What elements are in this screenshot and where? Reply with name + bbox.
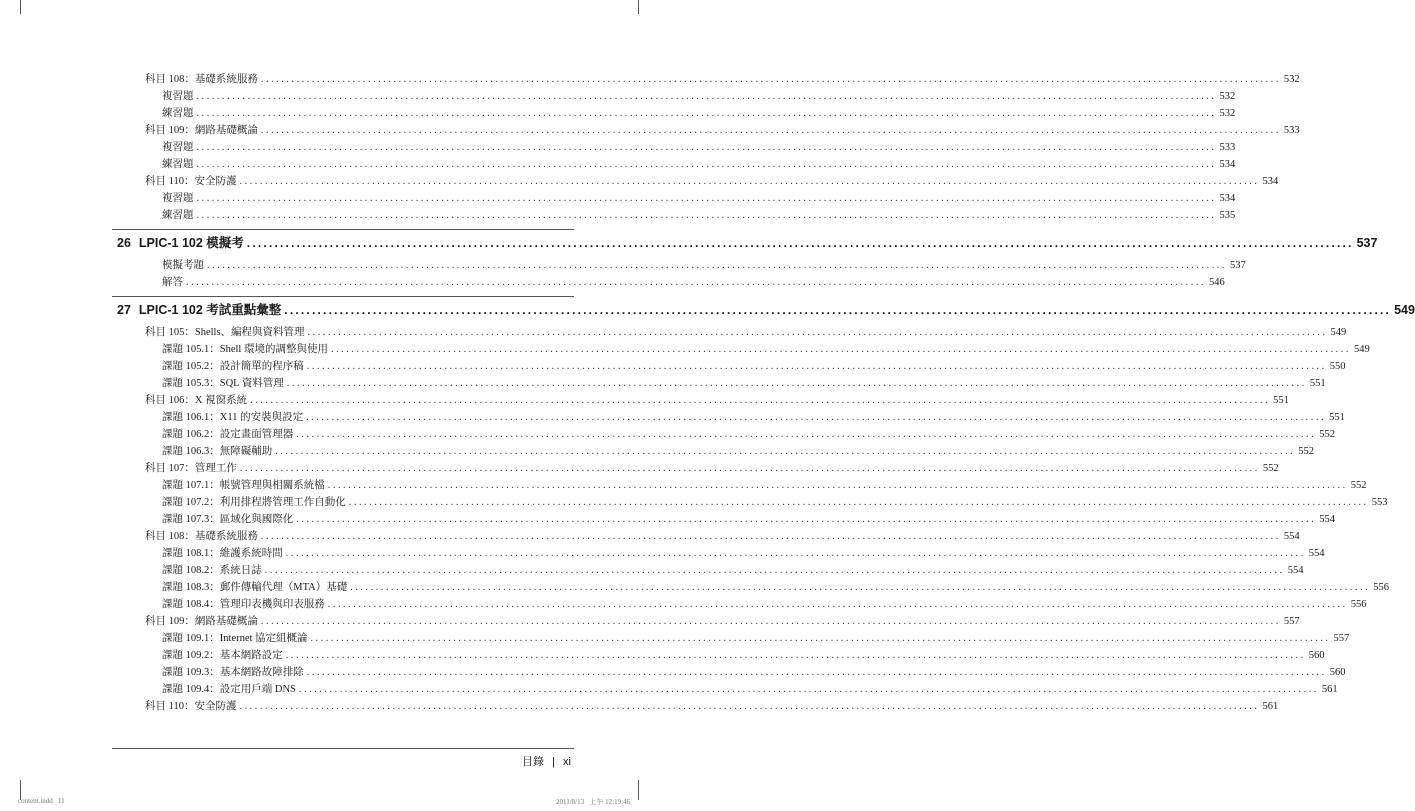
toc-item-entry[interactable] (162, 445, 1314, 459)
footer-page-number: xi (562, 756, 571, 768)
entry-title: 課題 105.1：Shell 環境的調整與使用 (162, 344, 328, 355)
entry-title: 課題 105.3：SQL 資料管理 (162, 378, 284, 389)
toc-item-entry[interactable] (162, 666, 1346, 680)
dot-leader: ........................................................................................................................................................................................................ (306, 667, 1327, 678)
entry-page-number: 552 (1350, 480, 1367, 491)
entry-title: 科目 108：基礎系統服務 (145, 74, 258, 85)
entry-title: 課題 106.2：設定畫面管理器 (162, 429, 294, 440)
toc-chapter-entry[interactable] (117, 235, 1378, 251)
entry-title: 科目 109：網路基礎概論 (145, 125, 258, 136)
entry-title: 練習題 (162, 108, 194, 119)
dot-leader: ........................................................................................................................................................................................................ (260, 616, 1281, 627)
dot-leader: ........................................................................................................................................................................................................ (196, 193, 1217, 204)
toc-item-entry[interactable] (162, 683, 1338, 697)
entry-title: 複習題 (162, 91, 194, 102)
dot-leader: ........................................................................................................................................................................................................ (285, 548, 1306, 559)
dot-leader: ........................................................................................................................................................................................................ (327, 599, 1348, 610)
toc-item-entry[interactable] (162, 564, 1304, 578)
toc-item-entry[interactable] (162, 209, 1236, 223)
entry-page-number: 560 (1329, 667, 1346, 678)
entry-page-number: 537 (1356, 236, 1378, 250)
footer-separator: | (552, 756, 555, 768)
entry-title: 練習題 (162, 159, 194, 170)
entry-page-number: 561 (1321, 684, 1338, 695)
slug-timestamp: 2011/8/13 上午 12:19:46 (556, 798, 631, 806)
dot-leader: ........................................................................................................................................................................................................ (239, 463, 1260, 474)
entry-title: 課題 107.1：帳號管理與相關系統檔 (162, 480, 325, 491)
dot-leader: ........................................................................................................................................................................................................ (260, 125, 1281, 136)
entry-title: 課題 108.1：維護系統時間 (162, 548, 283, 559)
entry-page-number: 552 (1298, 446, 1314, 457)
toc-section-entry[interactable] (145, 462, 1279, 476)
entry-page-number: 556 (1350, 599, 1367, 610)
entry-title: 課題 105.2：設計簡單的程序稿 (162, 361, 304, 372)
entry-title: 課題 107.3：區域化與國際化 (162, 514, 294, 525)
dot-leader: ........................................................................................................................................................................................................ (296, 429, 1317, 440)
toc-section-entry[interactable] (145, 615, 1300, 629)
entry-title: 模擬考題 (162, 260, 204, 271)
toc-item-entry[interactable] (162, 192, 1236, 206)
entry-page-number: 534 (1219, 193, 1236, 204)
dot-leader: ........................................................................................................................................................................................................ (260, 74, 1281, 85)
dot-leader: ........................................................................................................................................................................................................ (250, 395, 1271, 406)
chapter-number: 26 (117, 236, 131, 250)
entry-page-number: 532 (1283, 74, 1300, 85)
entry-page-number: 554 (1287, 565, 1304, 576)
entry-title: 複習題 (162, 142, 194, 153)
toc-item-entry[interactable] (162, 428, 1335, 442)
toc-item-entry[interactable] (162, 581, 1389, 595)
toc-item-entry[interactable] (162, 158, 1236, 172)
toc-section-entry[interactable] (145, 326, 1347, 340)
dot-leader: ........................................................................................................................................................................................................ (284, 303, 1392, 317)
entry-title: 課題 109.3：基本網路故障排除 (162, 667, 304, 678)
toc-section-entry[interactable] (145, 175, 1279, 189)
dot-leader: ........................................................................................................................................................................................................ (296, 514, 1317, 525)
dot-leader: ........................................................................................................................................................................................................ (330, 344, 1351, 355)
toc-item-entry[interactable] (162, 343, 1370, 357)
entry-title: 科目 106：X 視窗系統 (145, 395, 248, 406)
entry-title: 課題 109.1：Internet 協定組概論 (162, 633, 308, 644)
toc-section-entry[interactable] (145, 700, 1279, 714)
dot-leader: ........................................................................................................................................................................................................ (186, 277, 1206, 288)
entry-title: LPIC-1 102 模擬考 (138, 236, 244, 250)
dot-leader: ........................................................................................................................................................................................................ (196, 91, 1217, 102)
entry-page-number: 554 (1308, 548, 1325, 559)
entry-page-number: 534 (1262, 176, 1279, 187)
dot-leader: ........................................................................................................................................................................................................ (275, 446, 1296, 457)
dot-leader: ........................................................................................................................................................................................................ (327, 480, 1348, 491)
entry-page-number: 533 (1219, 142, 1236, 153)
dot-leader: ........................................................................................................................................................................................................ (196, 108, 1217, 119)
entry-page-number: 535 (1219, 210, 1236, 221)
entry-title: 科目 108：基礎系統服務 (145, 531, 258, 542)
dot-leader: ........................................................................................................................................................................................................ (298, 684, 1319, 695)
entry-title: 課題 108.2：系統日誌 (162, 565, 262, 576)
dot-leader: ........................................................................................................................................................................................................ (307, 327, 1328, 338)
entry-page-number: 534 (1219, 159, 1236, 170)
entry-page-number: 551 (1273, 395, 1289, 406)
entry-title: 複習題 (162, 193, 194, 204)
entry-page-number: 532 (1219, 91, 1236, 102)
footer-section: 目錄 (522, 756, 544, 768)
entry-page-number: 532 (1219, 108, 1236, 119)
toc-item-entry[interactable] (162, 90, 1236, 104)
toc-item-entry[interactable] (162, 259, 1246, 273)
entry-page-number: 552 (1262, 463, 1279, 474)
dot-leader: ........................................................................................................................................................................................................ (310, 633, 1331, 644)
dot-leader: ........................................................................................................................................................................................................ (196, 159, 1217, 170)
entry-page-number: 561 (1262, 701, 1279, 712)
toc-item-entry[interactable] (162, 632, 1350, 646)
toc-section-entry[interactable] (145, 124, 1300, 138)
entry-title: 科目 107：管理工作 (145, 463, 237, 474)
toc-item-entry[interactable] (162, 141, 1236, 155)
entry-page-number: 554 (1283, 531, 1300, 542)
entry-title: 課題 109.2：基本網路設定 (162, 650, 283, 661)
entry-page-number: 556 (1373, 582, 1389, 593)
entry-page-number: 551 (1309, 378, 1326, 389)
crop-mark-bottom-right (638, 780, 639, 800)
toc-section-entry[interactable] (145, 530, 1300, 544)
entry-title: 課題 109.4：設定用戶端 DNS (162, 684, 296, 695)
toc-item-entry[interactable] (162, 360, 1346, 374)
entry-title: 課題 106.1：X11 的安裝與設定 (162, 412, 304, 423)
entry-page-number: 554 (1319, 514, 1335, 525)
entry-title: 科目 110：安全防護 (145, 176, 237, 187)
entry-page-number: 552 (1319, 429, 1335, 440)
entry-title: 解答 (162, 277, 183, 288)
toc-item-entry[interactable] (162, 598, 1367, 612)
entry-page-number: 557 (1283, 616, 1300, 627)
entry-page-number: 557 (1333, 633, 1350, 644)
dot-leader: ........................................................................................................................................................................................................ (264, 565, 1285, 576)
entry-title: 科目 110：安全防護 (145, 701, 237, 712)
entry-title: 課題 108.4：管理印表機與印表服務 (162, 599, 325, 610)
toc-item-entry[interactable] (162, 649, 1325, 663)
toc-item-entry[interactable] (162, 547, 1325, 561)
entry-page-number: 549 (1353, 344, 1370, 355)
entry-title: 課題 106.3：無障礙輔助 (162, 446, 273, 457)
chapter-rule (112, 229, 574, 230)
toc-section-entry[interactable] (145, 394, 1289, 408)
toc-item-entry[interactable] (162, 276, 1225, 290)
entry-title: 課題 107.2：利用排程將管理工作自動化 (162, 497, 346, 508)
chapter-rule (112, 296, 574, 297)
entry-page-number: 560 (1308, 650, 1325, 661)
toc-section-entry[interactable] (145, 73, 1300, 87)
dot-leader: ........................................................................................................................................................................................................ (286, 378, 1307, 389)
dot-leader: ........................................................................................................................................................................................................ (196, 142, 1217, 153)
toc-item-entry[interactable] (162, 107, 1236, 121)
toc-item-entry[interactable] (162, 513, 1335, 527)
dot-leader: ........................................................................................................................................................................................................ (246, 236, 1354, 250)
dot-leader: ........................................................................................................................................................................................................ (348, 497, 1369, 508)
entry-title: 課題 108.3：郵件傳輸代理（MTA）基礎 (162, 582, 348, 593)
entry-title: 科目 109：網路基礎概論 (145, 616, 258, 627)
dot-leader: ........................................................................................................................................................................................................ (207, 260, 1227, 271)
toc-item-entry[interactable] (162, 377, 1326, 391)
dot-leader: ........................................................................................................................................................................................................ (306, 361, 1327, 372)
dot-leader: ........................................................................................................................................................................................................ (306, 412, 1327, 423)
footer-section-label (522, 753, 571, 769)
entry-page-number: 533 (1283, 125, 1300, 136)
dot-leader: ........................................................................................................................................................................................................ (239, 176, 1260, 187)
entry-title: LPIC-1 102 考試重點彙整 (138, 303, 282, 317)
entry-title: 科目 105：Shells、編程與資料管理 (145, 327, 305, 338)
toc-item-entry[interactable] (162, 479, 1367, 493)
dot-leader: ........................................................................................................................................................................................................ (350, 582, 1371, 593)
entry-page-number: 550 (1329, 361, 1346, 372)
toc-item-entry[interactable] (162, 411, 1345, 425)
footer-rule (112, 748, 574, 749)
entry-page-number: 549 (1330, 327, 1347, 338)
chapter-number: 27 (117, 303, 131, 317)
entry-title: 練習題 (162, 210, 194, 221)
entry-page-number: 546 (1209, 277, 1225, 288)
toc-chapter-entry[interactable] (117, 302, 1415, 318)
toc-item-entry[interactable] (162, 496, 1388, 510)
entry-page-number: 537 (1230, 260, 1246, 271)
dot-leader: ........................................................................................................................................................................................................ (285, 650, 1306, 661)
dot-leader: ........................................................................................................................................................................................................ (239, 701, 1260, 712)
dot-leader: ........................................................................................................................................................................................................ (260, 531, 1281, 542)
dot-leader: ........................................................................................................................................................................................................ (196, 210, 1217, 221)
entry-page-number: 551 (1329, 412, 1345, 423)
slug-file: content.indd 11 (18, 797, 65, 805)
entry-page-number: 549 (1394, 303, 1415, 317)
entry-page-number: 553 (1371, 497, 1388, 508)
